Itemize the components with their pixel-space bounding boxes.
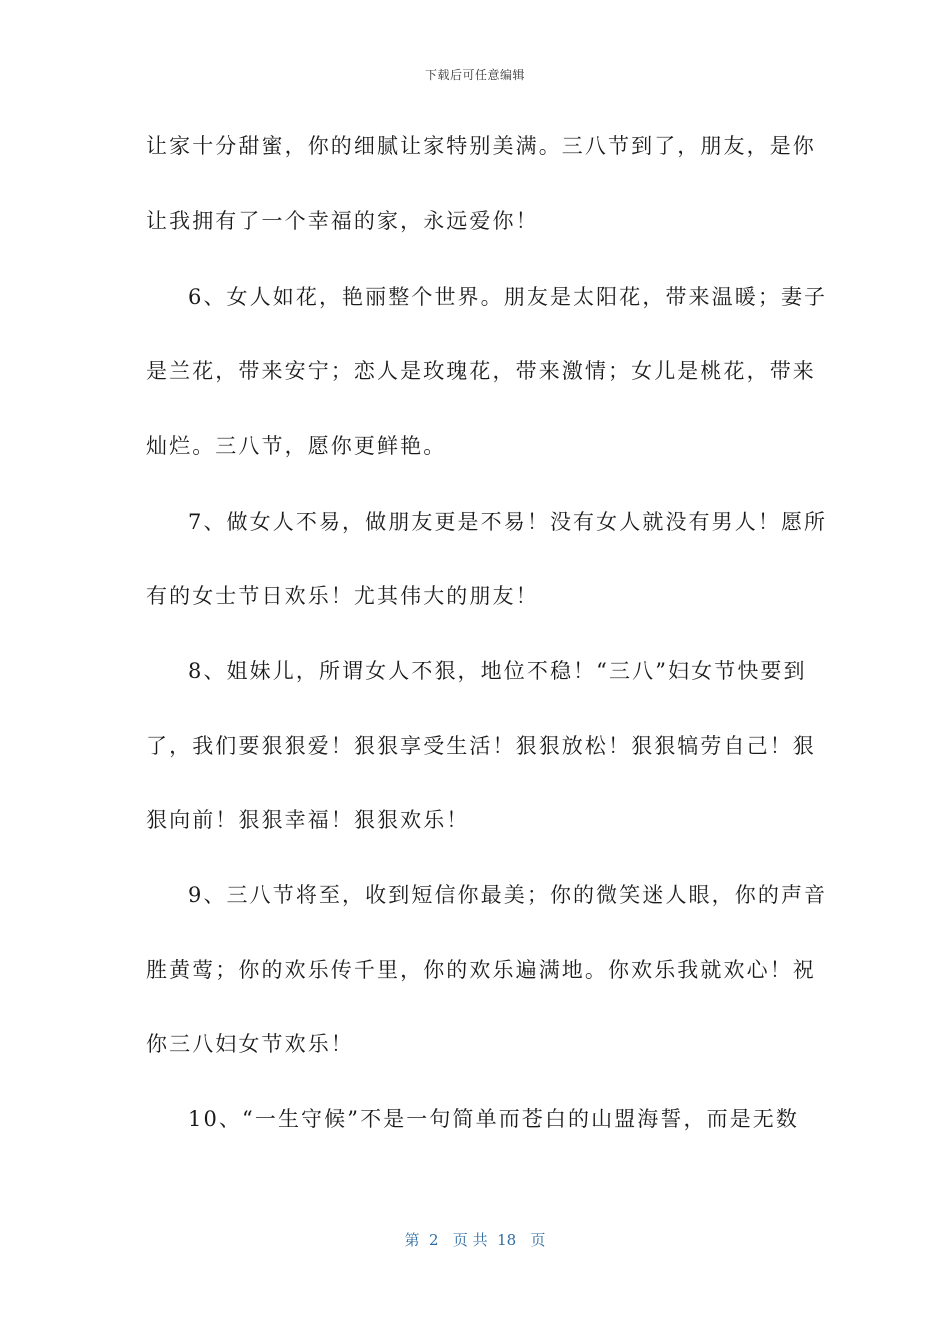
text-line: 让我拥有了一个幸福的家，永远爱你！ [146,209,539,233]
text-line: 灿烂。三八节，愿你更鲜艳。 [146,434,447,458]
text-line: 让家十分甜蜜，你的细腻让家特别美满。三八节到了，朋友，是你 [146,134,816,158]
text-line: 狠向前！狠狠幸福！狠狠欢乐！ [146,808,470,832]
text-line: 10、“一生守候”不是一句简单而苍白的山盟海誓，而是无数 [188,1107,799,1131]
text-line: 7、做女人不易，做朋友更是不易！没有女人就没有男人！愿所 [188,510,828,534]
text-line: 9、三八节将至，收到短信你最美；你的微笑迷人眼，你的声音 [188,883,828,907]
text-line: 有的女士节日欢乐！尤其伟大的朋友！ [146,584,539,608]
text-line: 你三八妇女节欢乐！ [146,1032,354,1056]
text-line: 8、姐妹儿，所谓女人不狠，地位不稳！“三八”妇女节快要到 [188,659,807,683]
text-line: 6、女人如花，艳丽整个世界。朋友是太阳花，带来温暖；妻子 [188,285,828,309]
text-line: 胜黄莺；你的欢乐传千里，你的欢乐遍满地。你欢乐我就欢心！祝 [146,958,816,982]
text-line: 是兰花，带来安宁；恋人是玫瑰花，带来激情；女儿是桃花，带来 [146,359,816,383]
text-line: 了，我们要狠狠爱！狠狠享受生活！狠狠放松！狠狠犒劳自己！狠 [146,734,816,758]
page-footer: 第 2 页 共 18 页 [404,1231,546,1249]
page-header: 下载后可任意编辑 [424,68,525,82]
